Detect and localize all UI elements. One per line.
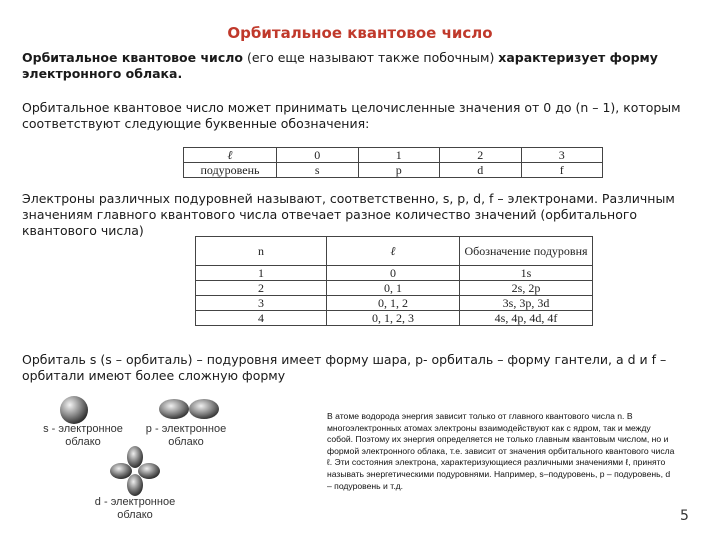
table-cell: 4s, 4p, 4d, 4f <box>460 311 593 326</box>
table-cell: 3s, 3p, 3d <box>460 296 593 311</box>
column-header-n: n <box>196 237 327 266</box>
table-cell: 1 <box>196 266 327 281</box>
table-cell: s <box>277 163 359 178</box>
d-orbital-clover-icon <box>110 446 160 496</box>
intro-paragraph <box>22 50 694 82</box>
quantum-number-table <box>195 236 593 326</box>
table-row <box>196 296 593 311</box>
orbital-shape-paragraph: Орбиталь s (s – орбиталь) – подуровня имеет форму шара, р- орбиталь – форму гантели, а d и f – орбитали имеют более сложную форму <box>22 352 667 383</box>
intro-aside: (его еще называют также побочным) <box>242 50 499 65</box>
page-title: Орбитальное квантовое число <box>227 24 493 42</box>
table-header-row <box>196 237 593 266</box>
values-paragraph: Орбитальное квантовое число может принимать целочисленные значения от 0 до (n – 1), которым соответствуют следующие буквенные обозначения: <box>22 100 681 131</box>
ell-header-cell: ℓ <box>184 148 277 163</box>
table-row <box>196 311 593 326</box>
d-orbital-label <box>78 496 192 522</box>
table-row <box>184 148 603 163</box>
table-cell: 0, 1 <box>327 281 460 296</box>
p-orbital-label-line2: облако <box>168 436 204 448</box>
table-cell: d <box>440 163 522 178</box>
column-header-ell: ℓ <box>327 237 460 266</box>
d-orbital-label-line1: d - электронное <box>94 496 176 508</box>
table-cell: f <box>521 163 603 178</box>
table-cell: 0 <box>277 148 359 163</box>
sublevel-letter-table <box>183 147 603 178</box>
intro-definition: характеризует форму электронного облака. <box>22 50 658 81</box>
table-cell: 1 <box>358 148 440 163</box>
p-orbital-dumbbell-icon <box>157 394 221 424</box>
sublevel-header-cell: подуровень <box>184 163 277 178</box>
electrons-paragraph: Электроны различных подуровней называют, соответственно, s, p, d, f – электронами. Различным значениям главного квантового числа отвечает разное количество значений (орбитального квантового числа) <box>22 191 675 238</box>
table-cell: 0 <box>327 266 460 281</box>
table-row <box>196 266 593 281</box>
table-row <box>196 281 593 296</box>
table-cell: 4 <box>196 311 327 326</box>
table-cell: p <box>358 163 440 178</box>
column-header-sublevel: Обозначение подуровня <box>460 237 593 266</box>
s-orbital-sphere-icon <box>58 394 90 426</box>
table-row <box>184 163 603 178</box>
table-cell: 0, 1, 2, 3 <box>327 311 460 326</box>
table-cell: 1s <box>460 266 593 281</box>
table-cell: 3 <box>196 296 327 311</box>
table-cell: 2 <box>440 148 522 163</box>
s-orbital-label-line1: s - электронное <box>43 423 123 435</box>
table-cell: 0, 1, 2 <box>327 296 460 311</box>
table-cell: 3 <box>521 148 603 163</box>
s-orbital-label-line2: облако <box>65 436 101 448</box>
table-cell: 2s, 2p <box>460 281 593 296</box>
intro-term: Орбитальное квантовое число <box>22 50 243 65</box>
hydrogen-energy-note: В атоме водорода энергия зависит только от главного квантового числа n. В многоэлектронных атомах электроны взаимодействуют как с ядром, так и между собой. Поэтому их энергия определяется не только главным квантовым числом, но и формой электронного облака, т.е. зависит от значения орбитального квантового числа ℓ. Эти состояния электрона, характеризующиеся различными значениями ℓ, принято называть энергетическими подуровнями. Например, s–подуровень, р – подуровень, d – подуровень и т.д. <box>327 411 675 491</box>
table-cell: 2 <box>196 281 327 296</box>
page-number: 5 <box>680 508 689 524</box>
p-orbital-label-line1: р - электронное <box>145 423 227 435</box>
d-orbital-label-line2: облако <box>117 509 153 521</box>
